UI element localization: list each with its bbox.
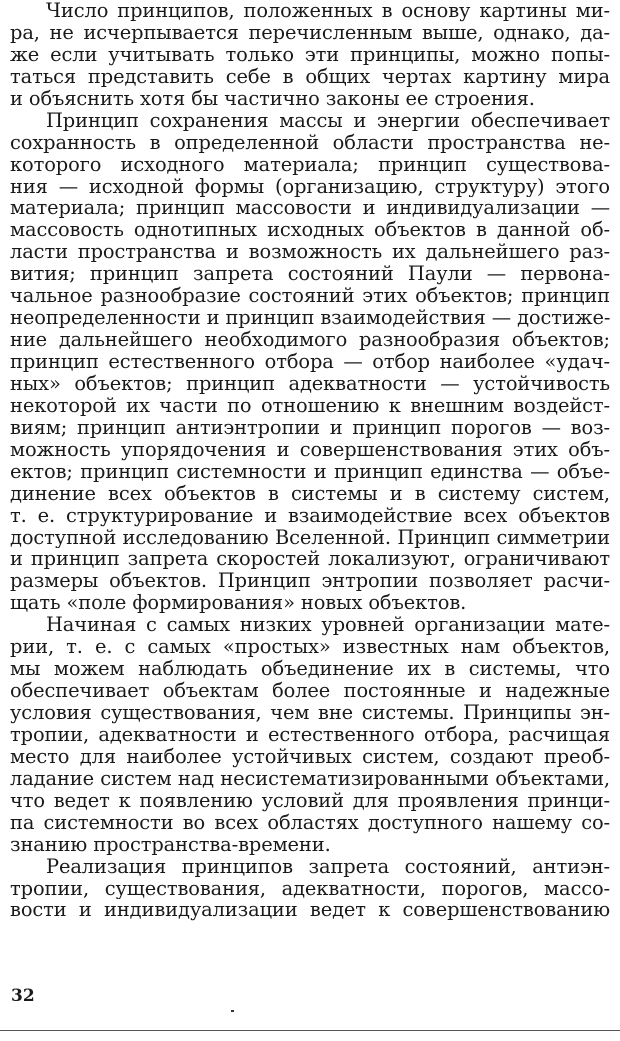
text-line: ние дальнейшего необходимого разнообразия объектов;: [10, 329, 610, 351]
page-bottom-edge: [0, 1030, 620, 1031]
text-line: принцип естественного отбора — отбор наиболее «удач-: [10, 351, 610, 373]
text-line: тропии, существования, адекватности, порогов, массо-: [10, 877, 610, 900]
text-line: Принцип сохранения массы и энергии обеспечивает: [46, 109, 610, 132]
text-line: па системности во всех областях доступного нашему со-: [10, 811, 610, 834]
text-line: тропии, адекватности и естественного отбора, расчищая: [10, 723, 610, 746]
text-line: таться представить себе в общих чертах картину мира: [10, 65, 610, 88]
text-line: ных» объектов; принцип адекватности — устойчивость: [10, 372, 610, 395]
text-line: некоторой их части по отношению к внешним воздейст-: [10, 394, 610, 417]
text-line: материала; принцип массовости и индивидуализации —: [10, 197, 610, 220]
text-line: мы можем наблюдать объединение их в системы, что: [10, 658, 610, 681]
text-line: ласти пространства и возможность их дальнейшего раз-: [10, 241, 610, 264]
text-line: ния — исходной формы (организацию, структуру) этого: [10, 175, 610, 198]
print-speck: [231, 1010, 234, 1012]
text-line: Число принципов, положенных в основу картины ми-: [46, 0, 610, 22]
page-number: 32: [11, 986, 35, 1006]
text-line: ектов; принцип системности и принцип единства — объе-: [10, 460, 610, 483]
text-line: доступной исследованию Вселенной. Принцип симметрии: [10, 526, 610, 549]
text-line: размеры объектов. Принцип энтропии позволяет расчи-: [10, 570, 610, 593]
text-line: и принцип запрета скоростей локализуют, ограничивают: [10, 548, 610, 571]
text-line: ладание систем над несистематизированными объектами,: [10, 767, 610, 790]
text-line: виям; принцип антиэнтропии и принцип порогов — воз-: [10, 416, 610, 439]
text-line: массовость однотипных исходных объектов в данной об-: [10, 219, 610, 242]
text-line: условия существования, чем вне системы. Принципы эн-: [10, 702, 610, 724]
text-line: можность упорядочения и совершенствования этих объ-: [10, 438, 610, 461]
text-line: рии, т. е. с самых «простых» известных нам объектов,: [10, 636, 610, 659]
text-line: что ведет к появлению условий для проявления принци-: [10, 789, 610, 812]
text-line: неопределенности и принцип взаимодействия — достиже-: [10, 307, 610, 330]
text-line: обеспечивает объектам более постоянные и надежные: [10, 680, 610, 702]
body-text: [10, 0, 610, 921]
text-line: вости и индивидуализации ведет к совершенствованию: [10, 899, 610, 922]
text-line: т. е. структурирование и взаимодействие всех объектов: [10, 504, 610, 527]
text-line: сохранность в определенной области пространства не-: [10, 131, 610, 154]
text-line: и объяснить хотя бы частично законы ее строения.: [10, 87, 535, 110]
text-line: чальное разнообразие состояний этих объектов; принцип: [10, 285, 610, 308]
text-line: динение всех объектов в системы и в систему систем,: [10, 482, 610, 505]
text-line: ра, не исчерпывается перечисленным выше, однако, да-: [10, 21, 610, 44]
text-line: которого исходного материала; принцип существова-: [10, 153, 610, 176]
text-line: Начиная с самых низких уровней организации мате-: [46, 614, 610, 637]
text-line: место для наиболее устойчивых систем, создают преоб-: [10, 745, 610, 768]
text-line: Реализация принципов запрета состояний, антиэн-: [46, 855, 610, 878]
text-line: знанию пространства-времени.: [10, 833, 331, 856]
text-line: вития; принцип запрета состояний Паули — первона-: [10, 263, 610, 286]
text-line: щать «поле формирования» новых объектов.: [10, 592, 467, 615]
text-line: же если учитывать только эти принципы, можно попы-: [10, 43, 610, 66]
